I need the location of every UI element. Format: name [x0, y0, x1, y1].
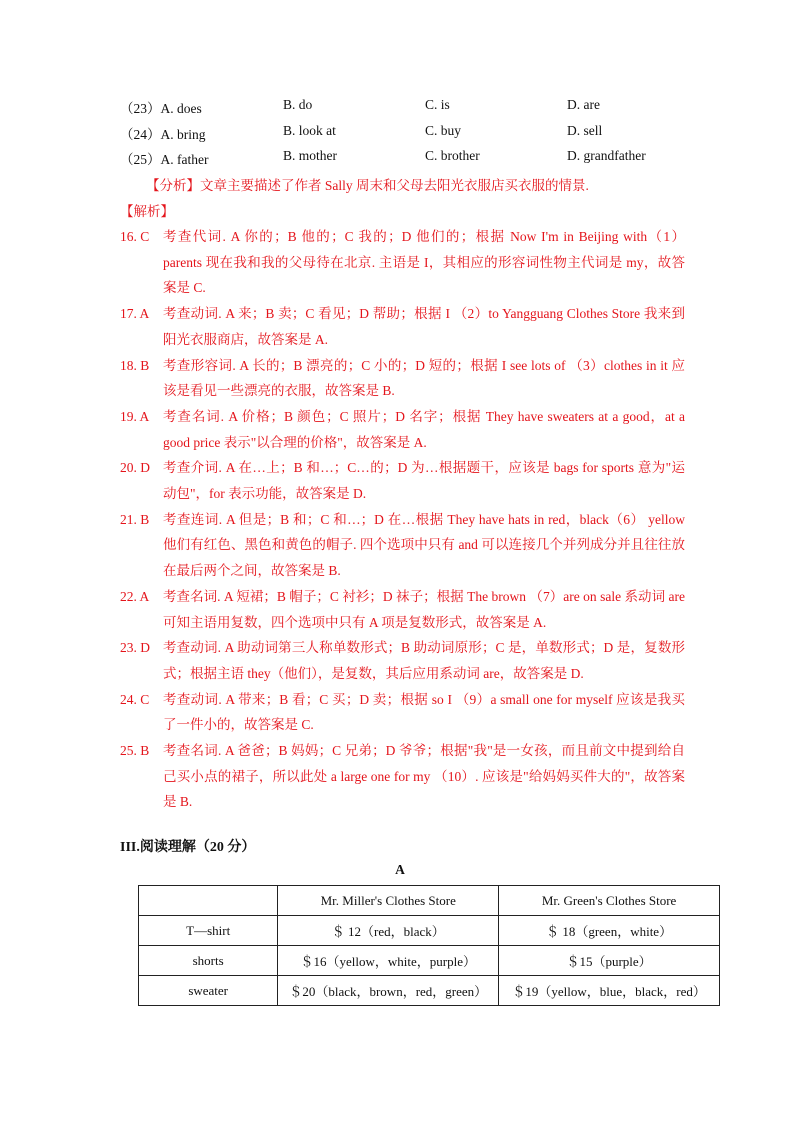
- item-text: 考查名词. A 短裙；B 帽子；C 衬衫；D 袜子；根据 The brown （7）are on sale 系动词 are 可知主语用复数，四个选项中只有 A 项是复数形式，故答案是 A.: [163, 588, 685, 630]
- explanation-item-19: [120, 404, 685, 455]
- option-d: D. sell: [567, 122, 603, 138]
- item-text: 考查介词. A 在…上；B 和…；C…的；D 为…根据题干，应该是 bags for sports 意为"运动包"，for 表示功能，故答案是 D.: [163, 460, 685, 502]
- explanation-item-21: [120, 507, 685, 584]
- explanation-item-22: [120, 584, 685, 635]
- passage-label: A: [395, 862, 405, 877]
- item-text: 考查连词. A 但是；B 和；C 和…；D 在…根据 They have hats in red，black（6） yellow 他们有红色、黑色和黄色的帽子. 四个选项中只有 and 可以连接几个并列成分并且往往放在最后两个之间，故答案是 B.: [163, 511, 685, 579]
- table-cell: ＄19（yellow，blue，black，red）: [499, 976, 720, 1006]
- option-b: B. do: [283, 97, 313, 112]
- option-c: C. is: [425, 97, 450, 112]
- item-number: 25. B: [120, 743, 150, 759]
- option-a: （24）A. bring: [120, 126, 206, 142]
- table-row: [139, 946, 720, 976]
- option-row-25: [120, 148, 740, 174]
- item-text: 考查动词. A 带来；B 看；C 买；D 卖；根据 so I （9）a small one for myself 应该是我买了一件小的，故答案是 C.: [163, 691, 685, 733]
- table-cell: ＄16（yellow，white，purple）: [278, 946, 499, 976]
- table-cell: shorts: [139, 946, 278, 976]
- table-cell: T—shirt: [139, 916, 278, 946]
- table-row: [139, 976, 720, 1006]
- item-text: 考查名词. A 爸爸；B 妈妈；C 兄弟；D 爷爷；根据"我"是一女孩，而且前文中提到给自己买小点的裙子，所以此处 a large one for my （10）. 应该是"给妈妈买件大的"，故答案是 B.: [163, 743, 685, 810]
- item-text: 考查动词. A 助动词第三人称单数形式；B 助动词原形；C 是，单数形式；D 是，复数形式；根据主语 they（他们），是复数，其后应用系动词 are，故答案是 D.: [163, 640, 685, 681]
- table-cell: ＄20（black，brown，red，green）: [278, 976, 499, 1006]
- table-cell: ＄ 12（red，black）: [278, 916, 499, 946]
- option-b: B. look at: [283, 122, 336, 138]
- item-text: 考查形容词. A 长的；B 漂亮的；C 小的；D 短的；根据 I see lots of （3）clothes in it 应该是看见一些漂亮的衣服，故答案是 B.: [163, 357, 685, 399]
- explanation-item-24: [120, 687, 685, 738]
- option-row-23: [120, 97, 740, 123]
- item-number: 21. B: [120, 511, 150, 527]
- item-number: 20. D: [120, 460, 150, 476]
- explanation-item-25: [120, 738, 685, 815]
- explanation-label: 【解析】: [120, 204, 174, 219]
- item-text: 考查动词. A 来；B 卖；C 看见；D 帮助；根据 I （2）to Yangguang Clothes Store 我来到阳光衣服商店，故答案是 A.: [163, 306, 685, 347]
- option-c: C. buy: [425, 122, 462, 138]
- item-number: 19. A: [120, 408, 150, 424]
- table-cell: sweater: [139, 976, 278, 1006]
- explanation-list: [120, 224, 685, 815]
- table-header-row: [139, 886, 720, 916]
- option-row-24: [120, 123, 740, 149]
- explanation-item-16: [120, 224, 685, 301]
- option-d: D. grandfather: [567, 148, 646, 163]
- table-cell: ＄15（purple）: [499, 946, 720, 976]
- analysis-text: 【分析】文章主要描述了作者 Sally 周末和父母去阳光衣服店买衣服的情景.: [146, 178, 589, 193]
- item-text: 考查代词. A 你的；B 他的；C 我的；D 他们的；根据 Now I'm in Beijing with（1） parents 现在我和我的父母待在北京. 主语是 I，其相应的形容词性物主代词是 my，故答案是 C.: [163, 229, 685, 296]
- item-number: 18. B: [120, 357, 150, 373]
- header-cell: Mr. Green's Clothes Store: [499, 886, 720, 916]
- header-cell: Mr. Miller's Clothes Store: [278, 886, 499, 916]
- table-cell: ＄ 18（green，white）: [499, 916, 720, 946]
- price-table: [138, 885, 720, 1006]
- option-b: B. mother: [283, 148, 337, 163]
- item-number: 24. C: [120, 691, 150, 707]
- section-title: III.阅读理解（20 分）: [120, 840, 256, 855]
- option-d: D. are: [567, 97, 600, 112]
- item-number: 23. D: [120, 640, 150, 656]
- table-row: [139, 916, 720, 946]
- options-block: [120, 97, 740, 174]
- explanation-item-20: [120, 455, 685, 506]
- header-cell: [139, 886, 278, 916]
- item-number: 16. C: [120, 229, 150, 244]
- option-a: （23）A. does: [120, 101, 202, 116]
- item-text: 考查名词. A 价格；B 颜色；C 照片；D 名字；根据 They have sweaters at a good，at a good price 表示"以合理的价格"，故答案是 A.: [163, 408, 685, 450]
- option-a: （25）A. father: [120, 152, 209, 167]
- option-c: C. brother: [425, 148, 480, 163]
- explanation-item-18: [120, 353, 685, 404]
- item-number: 17. A: [120, 306, 150, 322]
- explanation-item-17: [120, 301, 685, 352]
- item-number: 22. A: [120, 588, 150, 604]
- explanation-item-23: [120, 635, 685, 686]
